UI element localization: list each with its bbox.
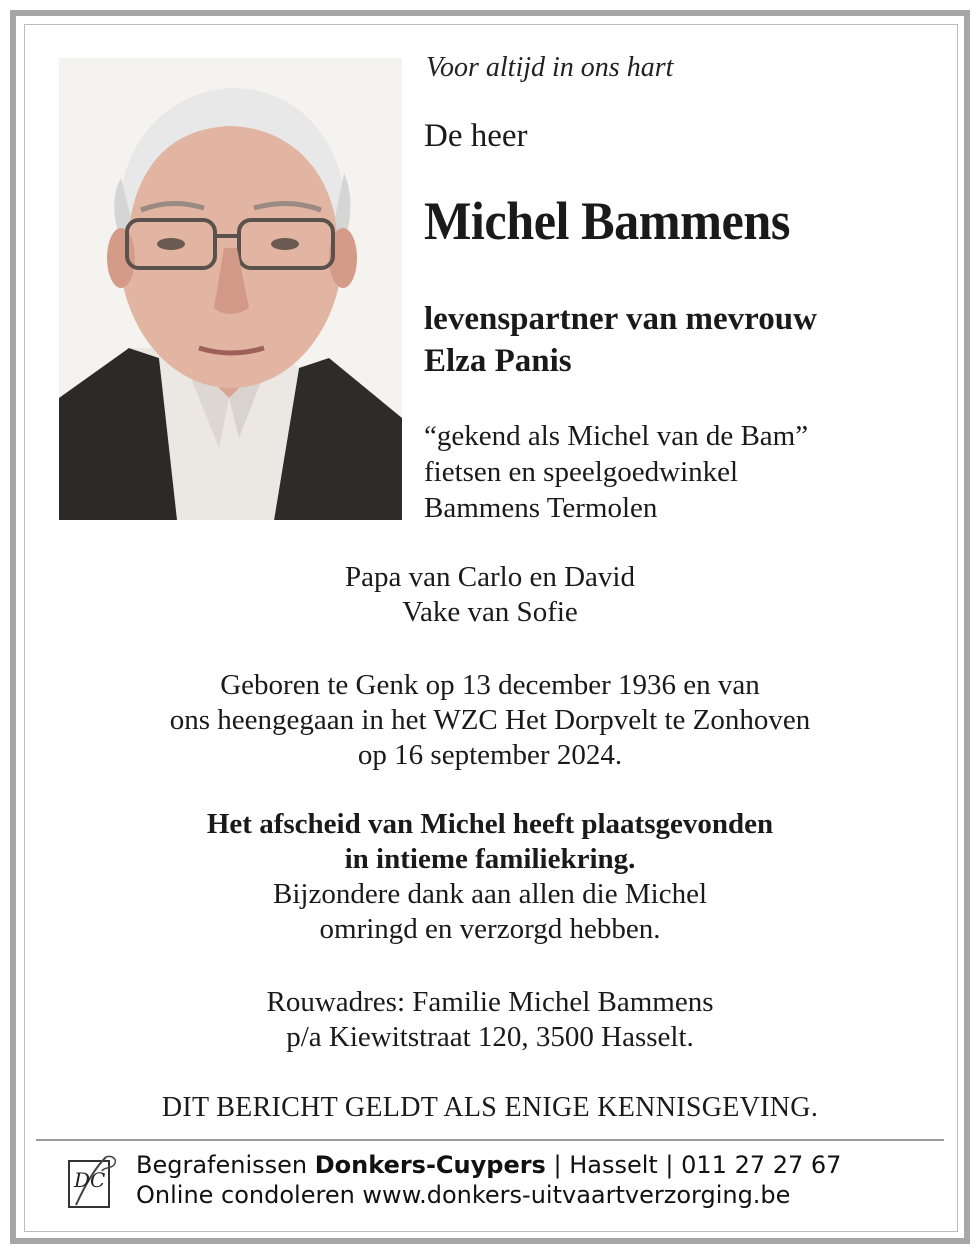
farewell-line-1: Het afscheid van Michel heeft plaatsgevonden xyxy=(206,808,774,840)
title-prefix: De heer xyxy=(424,118,528,154)
footer-divider xyxy=(36,1139,944,1141)
footer-online-line[interactable]: Online condoleren www.donkers-uitvaartverzorging.be xyxy=(136,1181,791,1209)
notice-text: DIT BERICHT GELDT ALS ENIGE KENNISGEVING. xyxy=(161,1092,819,1123)
nickname-line: “gekend als Michel van de Bam” xyxy=(424,420,809,452)
portrait-photo xyxy=(59,58,402,520)
partner-line-1: levenspartner van mevrouw xyxy=(424,301,817,337)
logo-text: DC xyxy=(74,1168,106,1192)
footer-text xyxy=(136,1150,841,1210)
family-block xyxy=(40,560,940,630)
funeral-home-logo xyxy=(66,1153,120,1213)
footer-prefix: Begrafenissen xyxy=(136,1151,315,1179)
shop-line-2: Bammens Termolen xyxy=(424,492,658,524)
dates-block xyxy=(40,668,940,773)
footer-line-1 xyxy=(136,1150,841,1180)
deceased-name: Michel Bammens xyxy=(424,191,790,251)
farewell-block xyxy=(40,807,940,947)
address-line-2: p/a Kiewitstraat 120, 3500 Hasselt. xyxy=(286,1021,694,1053)
thanks-line-2: omringd en verzorgd hebben. xyxy=(319,913,661,945)
dates-line-1: Geboren te Genk op 13 december 1936 en van xyxy=(220,669,760,701)
address-block xyxy=(40,985,940,1055)
nickname-info xyxy=(424,418,808,526)
address-line-1: Rouwadres: Familie Michel Bammens xyxy=(266,986,714,1018)
family-line-2: Vake van Sofie xyxy=(402,596,578,628)
footer-company: Donkers-Cuypers xyxy=(314,1151,546,1179)
dates-line-2: ons heengegaan in het WZC Het Dorpvelt te Zonhoven xyxy=(169,704,811,736)
dates-line-3: op 16 september 2024. xyxy=(357,739,623,771)
thanks-line-1: Bijzondere dank aan allen die Michel xyxy=(272,878,708,910)
shop-line-1: fietsen en speelgoedwinkel xyxy=(424,456,739,488)
motto: Voor altijd in ons hart xyxy=(426,52,674,83)
footer-suffix: | Hasselt | 011 27 27 67 xyxy=(545,1151,842,1179)
partner-info xyxy=(424,298,817,382)
farewell-line-2: in intieme familiekring. xyxy=(344,843,636,875)
family-line-1: Papa van Carlo en David xyxy=(345,561,635,593)
partner-line-2: Elza Panis xyxy=(424,343,572,379)
